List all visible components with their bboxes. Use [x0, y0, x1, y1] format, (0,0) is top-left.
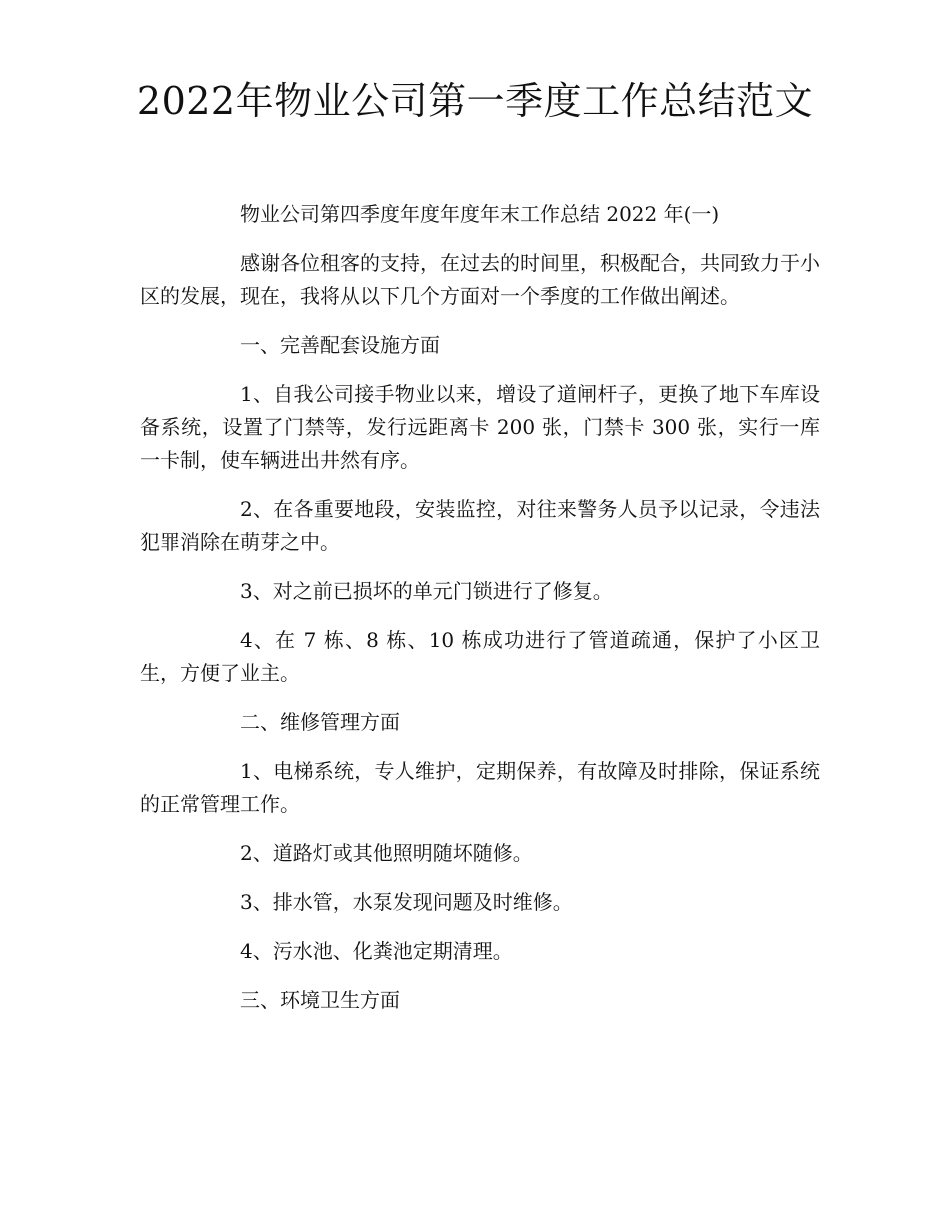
facilities-item-1: 1、自我公司接手物业以来，增设了道闸杆子，更换了地下车库设备系统，设置了门禁等，发行远距离卡 200 张，门禁卡 300 张，实行一库一卡制，使车辆进出井然有序。 [140, 382, 820, 472]
subtitle-paragraph: 物业公司第四季度年度年度年末工作总结 2022 年(一) [240, 202, 720, 226]
facilities-item-2: 2、在各重要地段，安装监控，对往来警务人员予以记录，令违法犯罪消除在萌芽之中。 [140, 497, 820, 554]
document-body [140, 198, 820, 1033]
section-heading-maintenance: 二、维修管理方面 [240, 710, 400, 734]
maintenance-item-2: 2、道路灯或其他照明随坏随修。 [240, 841, 533, 865]
facilities-item-4: 4、在 7 栋、8 栋、10 栋成功进行了管道疏通，保护了小区卫生，方便了业主。 [140, 628, 820, 685]
maintenance-item-1: 1、电梯系统，专人维护，定期保养，有故障及时排除，保证系统的正常管理工作。 [140, 759, 820, 816]
intro-paragraph: 感谢各位租客的支持，在过去的时间里，积极配合，共同致力于小区的发展，现在，我将从以下几个方面对一个季度的工作做出阐述。 [140, 251, 820, 308]
document-title: 2022年物业公司第一季度工作总结范文 [136, 79, 814, 123]
maintenance-item-3: 3、排水管，水泵发现问题及时维修。 [240, 890, 573, 914]
maintenance-item-4: 4、污水池、化粪池定期清理。 [240, 939, 513, 963]
section-heading-facilities: 一、完善配套设施方面 [240, 333, 440, 357]
facilities-item-3: 3、对之前已损坏的单元门锁进行了修复。 [240, 579, 613, 603]
section-heading-sanitation: 三、环境卫生方面 [240, 988, 400, 1012]
